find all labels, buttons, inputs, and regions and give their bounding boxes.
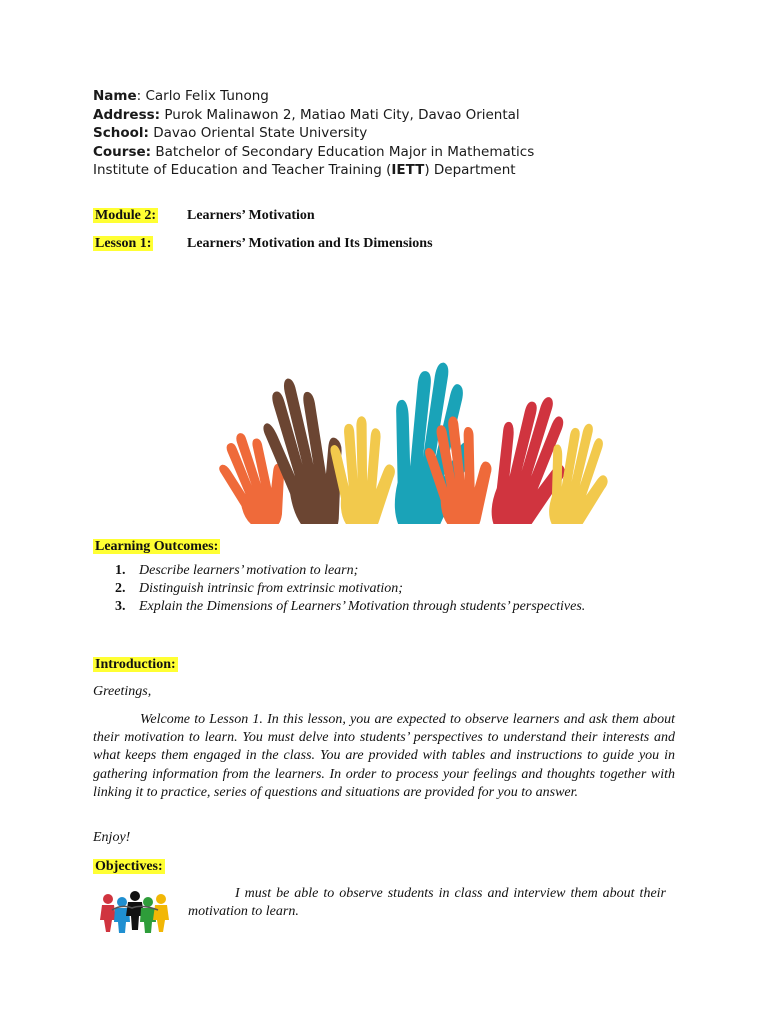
outcome-item: 2. Distinguish intrinsic from extrinsic motivation; — [115, 581, 403, 596]
learning-outcomes-list — [115, 562, 585, 616]
introduction-heading-row — [93, 655, 178, 673]
institute-pre: Institute of Education and Teacher Training ( — [93, 162, 392, 178]
address-row — [93, 106, 534, 125]
lesson-row — [93, 236, 433, 252]
person-figure — [140, 897, 156, 933]
name-value: : Carlo Felix Tunong — [136, 88, 269, 104]
course-value: Batchelor of Secondary Education Major in Mathematics — [151, 143, 535, 160]
learning-outcomes-heading: Learning Outcomes: — [95, 539, 219, 554]
person-figure — [153, 894, 169, 932]
introduction-heading: Introduction: — [95, 657, 176, 672]
module-label: Module 2: — [95, 208, 157, 223]
introduction-body: Welcome to Lesson 1. In this lesson, you are expected to observe learners and ask them about their motivation to learn. You must delve into students’ perspectives to understand their interests and what keeps them engaged in the class. You are provided with tables and instructions to guide you in gathering information from the learners. In order to process your feelings and thoughts together with linking it to practice, series of questions and situations are provided for you to answer. — [93, 712, 675, 800]
school-label: School: — [93, 125, 149, 141]
outcome-item: 1. Describe learners’ motivation to learn; — [115, 563, 359, 578]
institute-post: ) Department — [424, 162, 516, 178]
school-row — [93, 124, 534, 143]
student-info — [93, 87, 534, 180]
outcome-item: 3. Explain the Dimensions of Learners’ Motivation through students’ perspectives. — [115, 599, 586, 614]
raised-hands-illustration — [188, 282, 614, 524]
lesson-title: Learners’ Motivation and Its Dimensions — [187, 236, 433, 251]
course-row — [93, 143, 534, 162]
lesson-label: Lesson 1: — [95, 236, 152, 251]
learning-outcomes-heading-row — [93, 537, 220, 555]
greeting-text: Greetings, — [93, 684, 152, 699]
objectives-heading: Objectives: — [95, 859, 163, 874]
team-people-icon — [98, 890, 170, 934]
address-label: Address: — [93, 106, 161, 123]
person-figure — [100, 894, 116, 932]
institute-row — [93, 161, 534, 180]
course-label: Course: — [93, 143, 152, 160]
closing-text: Enjoy! — [93, 830, 131, 845]
module-title: Learners’ Motivation — [187, 208, 315, 223]
objectives-heading-row — [93, 857, 165, 875]
objectives-text: I must be able to observe students in class and interview them about their motivation to learn. — [188, 886, 666, 920]
name-row — [93, 87, 534, 106]
module-row — [93, 208, 315, 224]
school-value: Davao Oriental State University — [148, 125, 368, 141]
address-value: Purok Malinawon 2, Matiao Mati City, Davao Oriental — [160, 106, 520, 123]
name-label: Name — [93, 88, 137, 104]
institute-abbr: IETT — [391, 162, 425, 178]
